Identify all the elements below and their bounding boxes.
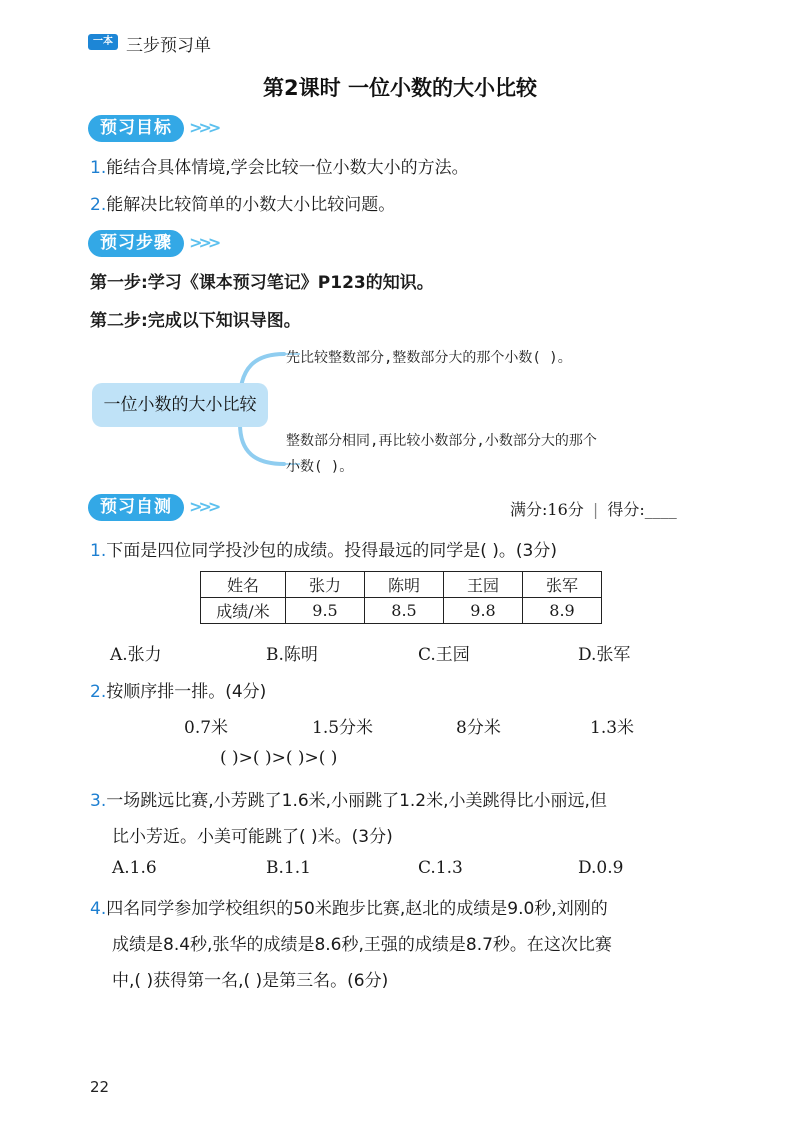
- question-number: 2.: [90, 682, 107, 702]
- table-cell: 9.5: [286, 598, 365, 624]
- q2-item: 0.7米: [184, 718, 229, 738]
- question-3-line-2: 比小芳近。小美可能跳了( )米。(3分): [112, 827, 393, 847]
- table-row: [201, 572, 602, 598]
- lesson-title: 第2课时 一位小数的大小比较: [263, 76, 537, 100]
- series-title: 三步预习单: [126, 36, 211, 56]
- score-table: [200, 571, 602, 624]
- step-1: 第一步:学习《课本预习笔记》P123的知识。: [90, 273, 434, 293]
- section-steps-badge: 预习步骤: [88, 230, 184, 257]
- table-header-cell: 王园: [444, 572, 523, 598]
- table-row: [201, 598, 602, 624]
- goal-text: 能结合具体情境,学会比较一位小数大小的方法。: [106, 158, 469, 178]
- table-header-cell: 陈明: [365, 572, 444, 598]
- question-1: [90, 536, 557, 561]
- question-2: [90, 677, 266, 702]
- question-3: [90, 786, 607, 811]
- section-steps-header: [88, 230, 217, 257]
- q1-option-d[interactable]: D.张军: [578, 645, 631, 665]
- table-cell: 9.8: [444, 598, 523, 624]
- chevron-right-icon: >>>: [189, 118, 218, 137]
- goal-number: 2.: [90, 195, 107, 215]
- score-box: [510, 497, 677, 520]
- section-goals-header: [88, 115, 217, 142]
- question-number: 4.: [90, 899, 107, 919]
- q2-item: 1.5分米: [312, 718, 374, 738]
- q3-option-a[interactable]: A.1.6: [112, 858, 157, 878]
- q3-option-d[interactable]: D.0.9: [578, 858, 624, 878]
- q3-option-b[interactable]: B.1.1: [266, 858, 311, 878]
- question-number: 3.: [90, 791, 107, 811]
- goal-item-2: [90, 190, 395, 215]
- table-header-cell: 姓名: [201, 572, 286, 598]
- q1-option-a[interactable]: A.张力: [110, 645, 162, 665]
- q1-option-b[interactable]: B.陈明: [266, 645, 318, 665]
- section-selftest-header: [88, 494, 217, 521]
- table-header-cell: 张军: [523, 572, 602, 598]
- question-text: 四名同学参加学校组织的50米跑步比赛,赵北的成绩是9.0秒,刘刚的: [106, 899, 608, 919]
- earned-score: 得分:____: [607, 500, 677, 519]
- score-separator: |: [592, 500, 599, 519]
- question-4: [90, 894, 608, 919]
- table-header-cell: 张力: [286, 572, 365, 598]
- question-4-line-3: 中,( )获得第一名,( )是第三名。(6分): [112, 971, 389, 991]
- chevron-right-icon: >>>: [189, 497, 218, 516]
- question-text: 按顺序排一排。(4分): [106, 682, 267, 702]
- full-score: 满分:16分: [510, 500, 584, 519]
- goal-text: 能解决比较简单的小数大小比较问题。: [106, 195, 396, 215]
- question-text: 下面是四位同学投沙包的成绩。投得最远的同学是( )。(3分): [106, 541, 557, 561]
- table-cell: 成绩/米: [201, 598, 286, 624]
- table-cell: 8.9: [523, 598, 602, 624]
- q2-item: 1.3米: [590, 718, 635, 738]
- table-cell: 8.5: [365, 598, 444, 624]
- chevron-right-icon: >>>: [189, 233, 218, 252]
- section-goals-badge: 预习目标: [88, 115, 184, 142]
- section-selftest-badge: 预习自测: [88, 494, 184, 521]
- question-4-line-2: 成绩是8.4秒,张华的成绩是8.6秒,王强的成绩是8.7秒。在这次比赛: [112, 935, 612, 955]
- mindmap-center-node: 一位小数的大小比较: [92, 383, 268, 427]
- page-number: 22: [90, 1078, 110, 1096]
- goal-number: 1.: [90, 158, 107, 178]
- step-2: 第二步:完成以下知识导图。: [90, 311, 301, 331]
- q2-item: 8分米: [456, 718, 501, 738]
- mindmap-branch-2-line-1: 整数部分相同,再比较小数部分,小数部分大的那个: [286, 433, 597, 449]
- q2-answer-blanks[interactable]: ( )>( )>( )>( ): [220, 748, 338, 768]
- mindmap-branch-1: 先比较整数部分,整数部分大的那个小数( )。: [286, 350, 572, 366]
- brand-logo: 一本: [88, 34, 118, 50]
- goal-item-1: [90, 153, 469, 178]
- mindmap-branch-2-line-2: 小数( )。: [286, 459, 354, 475]
- question-number: 1.: [90, 541, 107, 561]
- q1-option-c[interactable]: C.王园: [418, 645, 470, 665]
- question-text: 一场跳远比赛,小芳跳了1.6米,小丽跳了1.2米,小美跳得比小丽远,但: [106, 791, 607, 811]
- q3-option-c[interactable]: C.1.3: [418, 858, 463, 878]
